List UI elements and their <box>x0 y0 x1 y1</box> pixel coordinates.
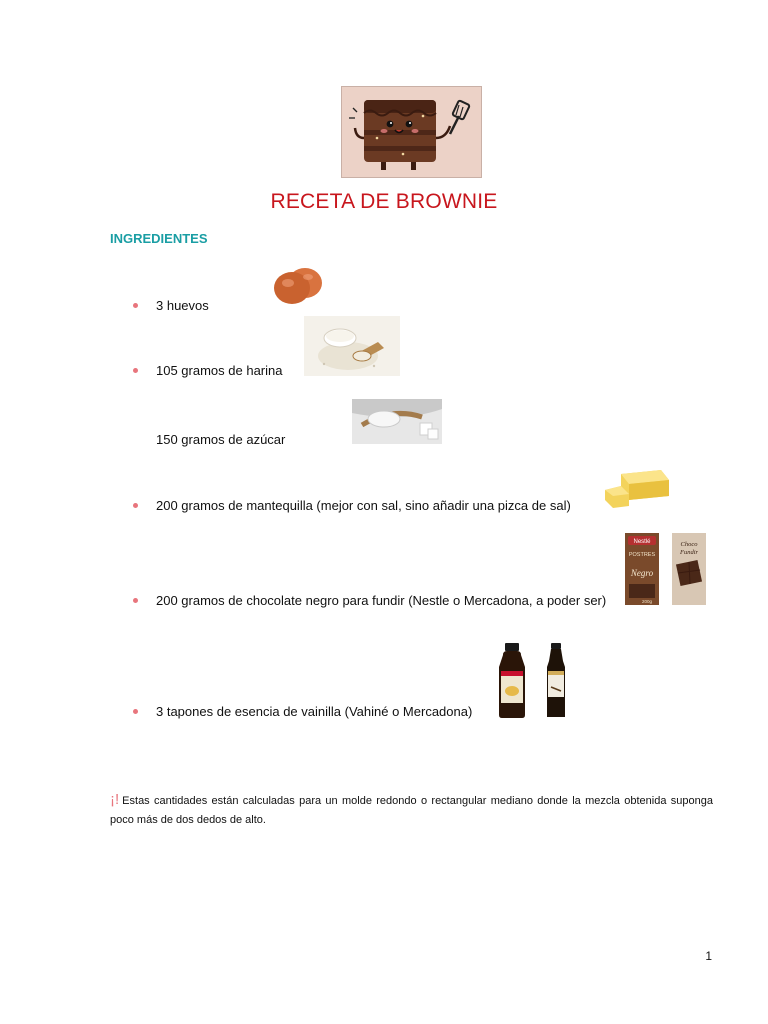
recipe-title: RECETA DE BROWNIE <box>270 190 498 213</box>
ingredient-chocolate: 200 gramos de chocolate negro para fundir (Nestle o Mercadona, a poder ser) <box>156 593 607 608</box>
brownie-character-icon <box>341 86 482 178</box>
chocolate-choco-label: Choco <box>680 541 698 548</box>
ingredient-eggs: 3 huevos <box>156 298 209 313</box>
ingredient-sugar: 150 gramos de azúcar <box>156 432 286 447</box>
list-bullet <box>133 598 138 603</box>
list-bullet <box>133 709 138 714</box>
vanilla-bottles-icon <box>495 643 571 719</box>
eggs-icon <box>268 265 326 307</box>
chocolate-bars-icon <box>624 532 710 606</box>
section-heading-ingredients: INGREDIENTES <box>110 231 208 246</box>
quantity-note <box>110 790 713 830</box>
chocolate-fundir-label: Fundir <box>679 549 699 556</box>
list-bullet <box>133 503 138 508</box>
page-number: 1 <box>705 949 712 963</box>
butter-icon <box>603 466 671 510</box>
exclamation-mark: ¡! <box>110 791 120 808</box>
list-bullet <box>133 303 138 308</box>
ingredient-flour: 105 gramos de harina <box>156 363 283 378</box>
note-text: Estas cantidades están calculadas para un molde redondo o rectangular mediano donde la mezcla obtenida suponga poco más de dos dedos de alto. <box>110 795 713 826</box>
chocolate-weight-label: 200g <box>641 599 652 604</box>
chocolate-postres-label: POSTRES <box>628 552 656 558</box>
flour-icon <box>304 316 400 376</box>
chocolate-brand-label: Nestlé <box>633 539 651 545</box>
list-bullet <box>133 368 138 373</box>
ingredient-butter: 200 gramos de mantequilla (mejor con sal, sino añadir una pizca de sal) <box>156 498 571 513</box>
sugar-icon <box>352 399 442 444</box>
chocolate-negro-label: Negro <box>630 568 654 578</box>
brownie-illustration <box>341 86 482 178</box>
ingredient-vanilla: 3 tapones de esencia de vainilla (Vahiné o Mercadona) <box>156 704 473 719</box>
